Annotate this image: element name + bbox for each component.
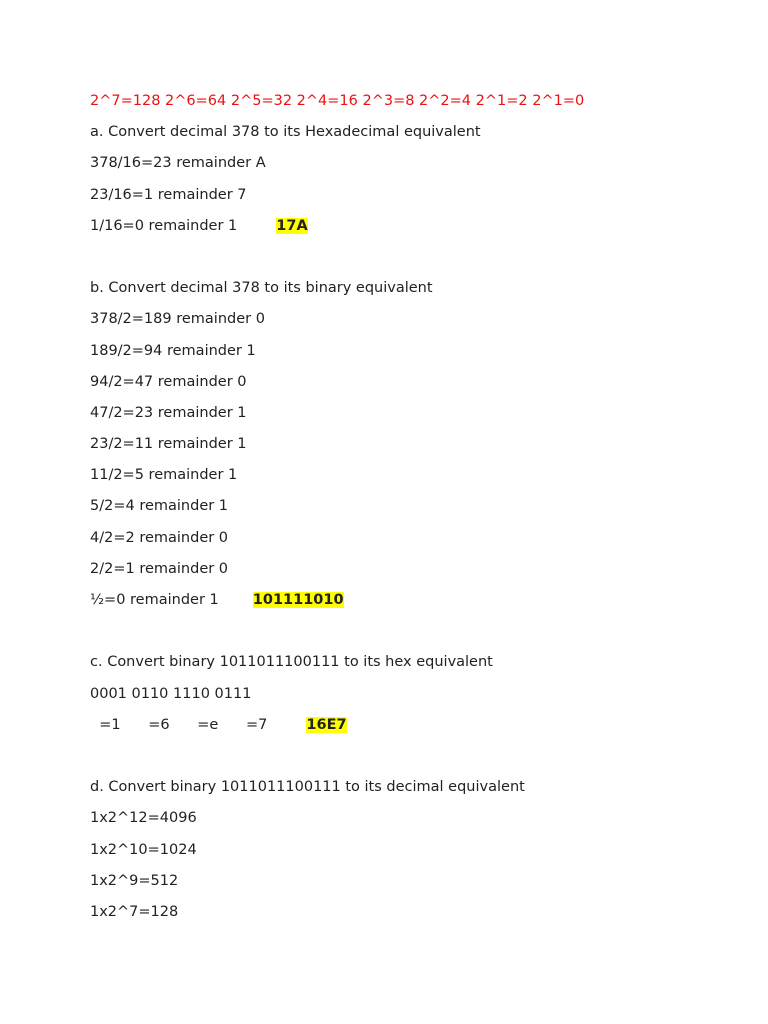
section-b-step: 189/2=94 remainder 1 (90, 342, 256, 359)
section-a-final-step (90, 215, 730, 246)
section-b-step: ½=0 remainder 1 (90, 592, 219, 608)
section-a-title: a. Convert decimal 378 to its Hexadecimal equivalent (90, 124, 481, 141)
section-b-title: b. Convert decimal 378 to its binary equivalent (90, 280, 433, 297)
section-a-step: 23/16=1 remainder 7 (90, 186, 247, 203)
section-a-step: 378/16=23 remainder A (90, 155, 266, 172)
section-b-step: 2/2=1 remainder 0 (90, 560, 229, 577)
section-b-step: 378/2=189 remainder 0 (90, 311, 265, 328)
section-d-title: d. Convert binary 1011011100111 to its decimal equivalent (90, 779, 525, 796)
section-c-digits: =1 =6 =e =7 (90, 716, 268, 733)
section-b-step: 4/2=2 remainder 0 (90, 529, 229, 546)
section-b-final-step (90, 589, 730, 620)
section-d-step: 1x2^7=128 (90, 903, 179, 920)
section-c-digits-line (90, 714, 730, 745)
spacer (90, 246, 730, 277)
spacer (90, 745, 730, 776)
section-a-step: 1/16=0 remainder 1 (90, 217, 238, 234)
section-d-step: 1x2^12=4096 (90, 810, 197, 827)
section-b-step: 47/2=23 remainder 1 (90, 404, 247, 421)
section-b-step: 5/2=4 remainder 1 (90, 498, 229, 515)
section-c-answer: 16E7 (306, 716, 347, 733)
section-b-step: 11/2=5 remainder 1 (90, 467, 238, 484)
section-c-title: c. Convert binary 1011011100111 to its hex equivalent (90, 654, 493, 671)
powers-of-two-line: 2^7=128 2^6=64 2^5=32 2^4=16 2^3=8 2^2=4 2^1=2 2^1=0 (90, 93, 585, 109)
section-b-step: 23/2=11 remainder 1 (90, 436, 247, 453)
section-d-step: 1x2^9=512 (90, 872, 179, 889)
spacer (90, 620, 730, 651)
section-c-groups: 0001 0110 1110 0111 (90, 685, 252, 702)
section-b-answer: 101111010 (252, 592, 344, 608)
document-page (90, 90, 730, 932)
section-a-answer: 17A (276, 217, 308, 234)
section-d-step: 1x2^10=1024 (90, 841, 197, 858)
section-b-step: 94/2=47 remainder 0 (90, 373, 247, 390)
